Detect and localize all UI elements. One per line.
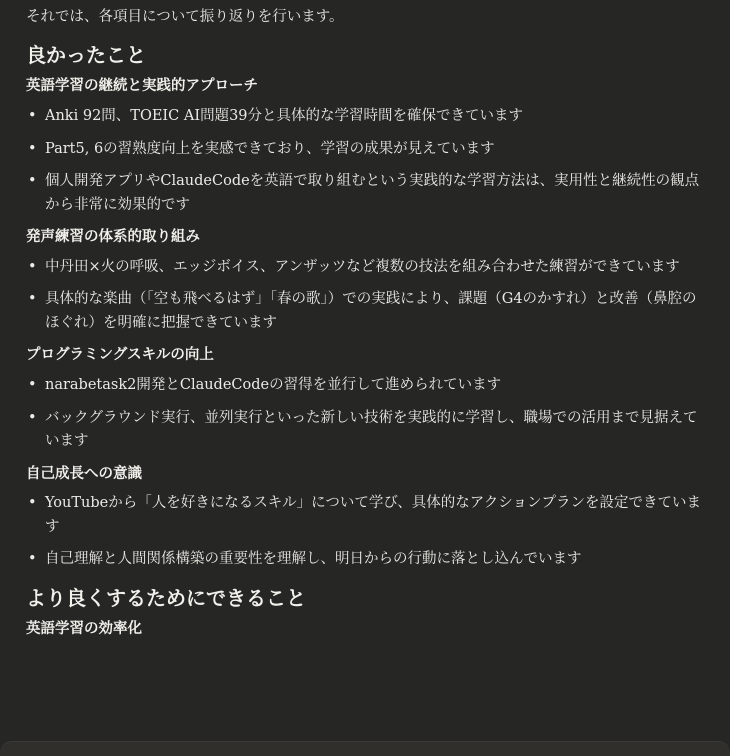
bullet-list-voice (26, 256, 706, 335)
list-item: • 中丹田×火の呼吸、エッジボイス、アンザッツなど複数の技法を組み合わせた練習ができています (26, 256, 706, 279)
group-title-programming: プログラミングスキルの向上 (26, 346, 214, 364)
list-item: • 個人開発アプリやClaudeCodeを英語で取り組むという実践的な学習方法は、実用性と継続性の観点から非常に効果的です (26, 170, 706, 217)
list-item: • バックグラウンド実行、並列実行といった新しい技術を実践的に学習し、職場での活用まで見据えています (26, 407, 706, 454)
list-item: • 自己理解と人間関係構築の重要性を理解し、明日からの行動に落とし込んでいます (26, 548, 706, 571)
intro-text: それでは、各項目について振り返りを行います。 (26, 9, 344, 25)
list-item: • narabetask2開発とClaudeCodeの習得を並行して進められています (26, 374, 706, 397)
bullet-list-programming (26, 374, 706, 453)
bullet-list-english (26, 105, 706, 217)
group-title-english: 英語学習の継続と実践的アプローチ (26, 77, 258, 95)
section-heading-improve: より良くするためにできること (26, 585, 306, 610)
list-item: • YouTubeから「人を好きになるスキル」について学び、具体的なアクションプランを設定できています (26, 492, 706, 539)
bullet-list-growth (26, 492, 706, 571)
input-area-edge (0, 741, 730, 756)
section-heading-good: 良かったこと (26, 43, 146, 68)
list-item: • 具体的な楽曲（「空も飛べるはず」「春の歌」）での実践により、課題（G4のかすれ）と改善（鼻腔のほぐれ）を明確に把握できています (26, 288, 706, 335)
group-title-english-efficiency: 英語学習の効率化 (26, 619, 142, 637)
list-item: • Part5, 6の習熟度向上を実感できており、学習の成果が見えています (26, 138, 706, 161)
group-title-voice: 発声練習の体系的取り組み (26, 228, 200, 246)
list-item: • Anki 92問、TOEIC AI問題39分と具体的な学習時間を確保できています (26, 105, 706, 128)
group-title-growth: 自己成長への意識 (26, 464, 142, 482)
